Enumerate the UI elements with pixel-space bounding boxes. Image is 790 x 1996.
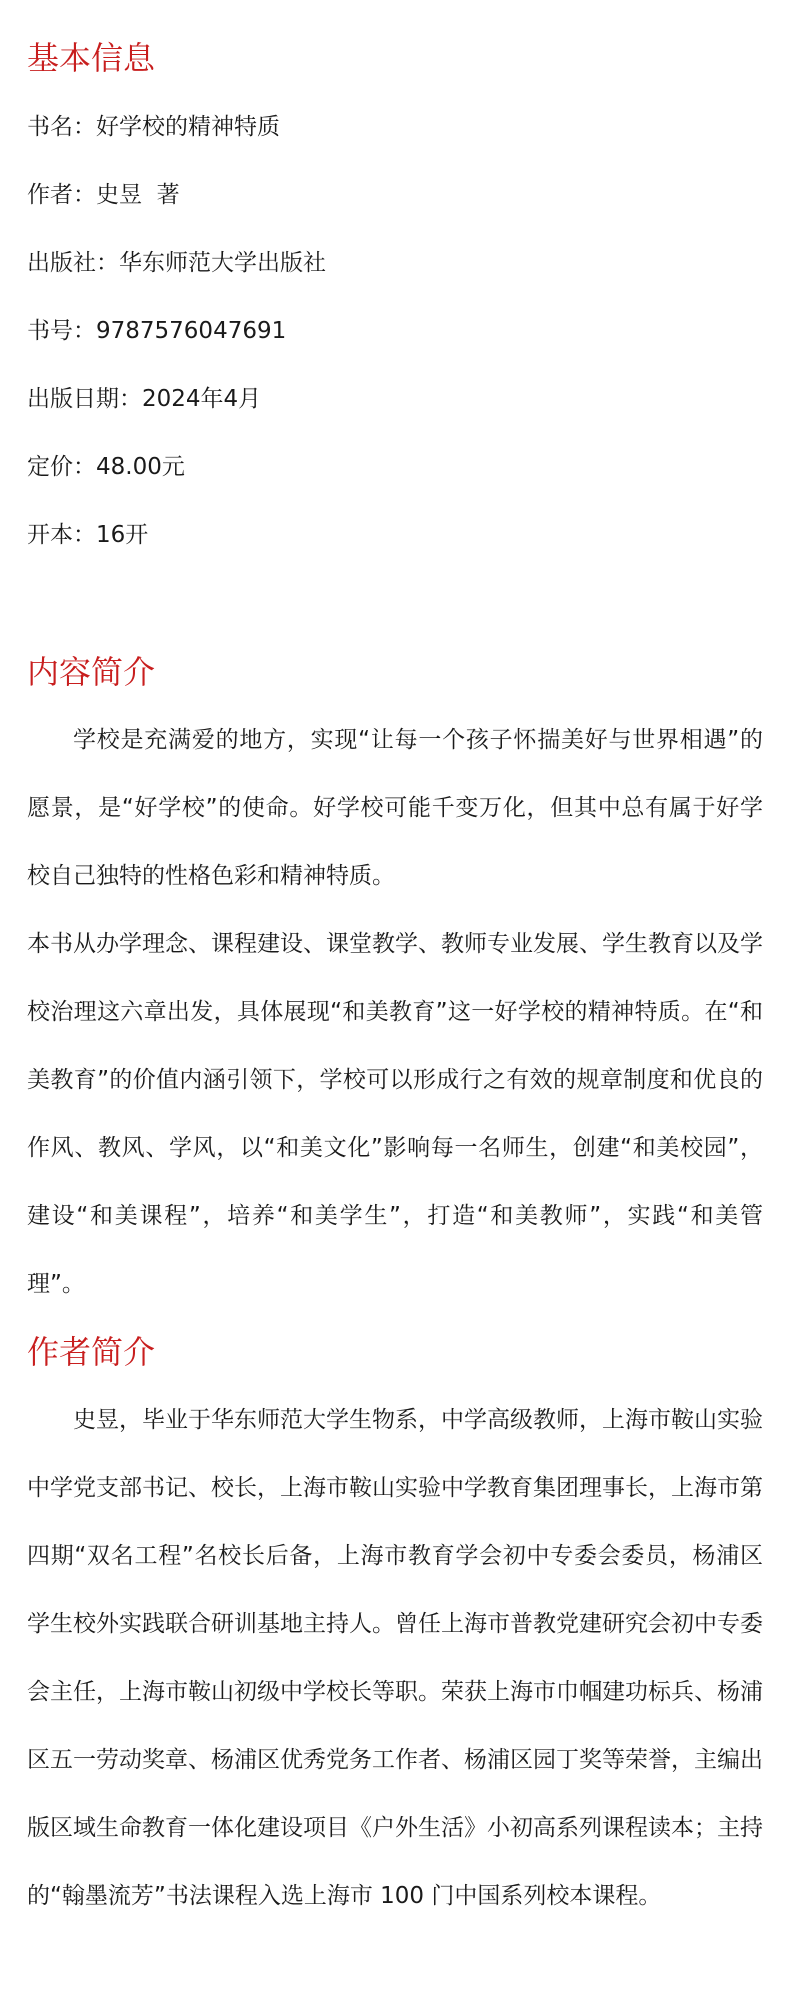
info-isbn: 书号：9787576047691 — [27, 318, 287, 344]
content-intro-paragraph: 本书从办学理念、课程建设、课堂教学、教师专业发展、学生教育以及学校治理这六章出发，具体展现“和美教育”这一好学校的精神特质。在“和美教育”的价值内涵引领下，学校可以形成行之有效的规章制度和优良的作风、教风、学风，以“和美文化”影响每一名师生，创建“和美校园”，建设“和美课程”，培养“和美学生”，打造“和美教师”，实践“和美管理”。 — [27, 931, 763, 1297]
basic-info-title: 基本信息 — [27, 39, 156, 77]
info-publisher: 出版社：华东师范大学出版社 — [27, 250, 326, 276]
content-intro-paragraph: 学校是充满爱的地方，实现“让每一个孩子怀揣美好与世界相遇”的愿景，是“好学校”的使命。好学校可能千变万化，但其中总有属于好学校自己独特的性格色彩和精神特质。 — [27, 727, 763, 889]
info-book-name: 书名：好学校的精神特质 — [27, 114, 280, 140]
info-author: 作者：史昱 著 — [27, 182, 180, 208]
info-pub-date: 出版日期：2024年4月 — [27, 386, 262, 412]
author-intro-paragraph: 史昱，毕业于华东师范大学生物系，中学高级教师，上海市鞍山实验中学党支部书记、校长，上海市鞍山实验中学教育集团理事长，上海市第四期“双名工程”名校长后备，上海市教育学会初中专委会委员，杨浦区学生校外实践联合研训基地主持人。曾任上海市普教党建研究会初中专委会主任，上海市鞍山初级中学校长等职。荣获上海市巾帼建功标兵、杨浦区五一劳动奖章、杨浦区优秀党务工作者、杨浦区园丁奖等荣誉，主编出版区域生命教育一体化建设项目《户外生活》小初高系列课程读本；主持的“翰墨流芳”书法课程入选上海市 100 门中国系列校本课程。 — [27, 1407, 763, 1909]
info-format: 开本：16开 — [27, 522, 149, 548]
author-intro-body — [27, 1386, 763, 1930]
content-intro-body — [27, 706, 763, 1318]
content-intro-title: 内容简介 — [27, 653, 156, 691]
info-price: 定价：48.00元 — [27, 454, 185, 480]
author-intro-title: 作者简介 — [27, 1333, 156, 1371]
